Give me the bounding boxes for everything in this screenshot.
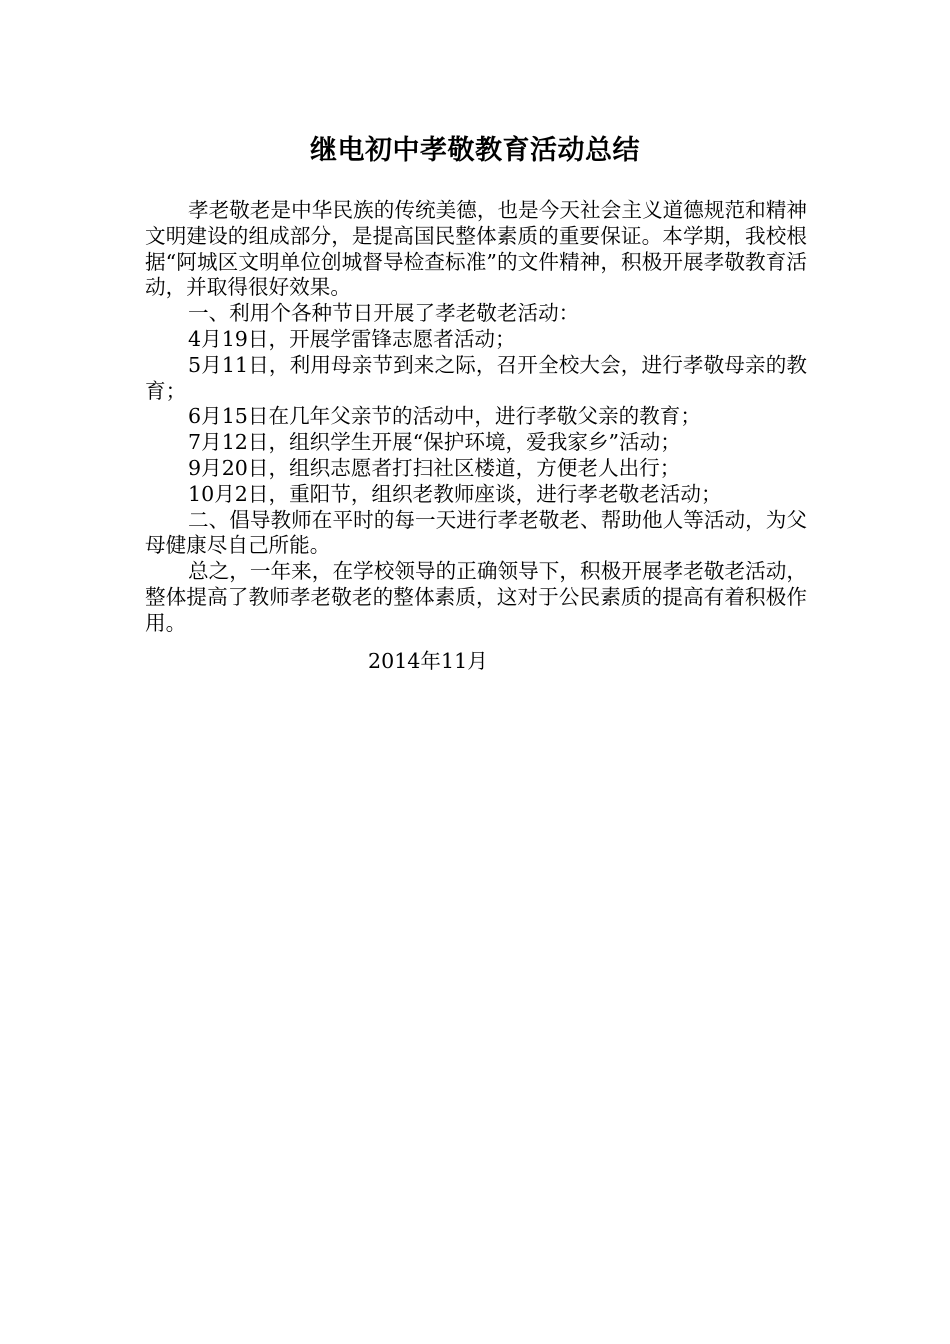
activity-item: 9月20日，组织志愿者打扫社区楼道，方便老人出行；	[188, 455, 681, 480]
activity-item: 5月11日，利用母亲节到来之际，召开全校大会，进行孝敬母亲的教育；	[145, 352, 807, 403]
document-body	[145, 198, 807, 637]
section-two-paragraph: 二、倡导教师在平时的每一天进行孝老敬老、帮助他人等活动，为父母健康尽自己所能。	[145, 507, 807, 558]
conclusion-paragraph: 总之，一年来，在学校领导的正确领导下，积极开展孝老敬老活动，整体提高了教师孝老敬老的整体素质，这对于公民素质的提高有着积极作用。	[145, 559, 807, 635]
activity-item: 4月19日，开展学雷锋志愿者活动；	[188, 326, 516, 351]
activity-item: 7月12日，组织学生开展“保护环境，爱我家乡”活动；	[188, 430, 681, 455]
activity-item: 6月15日在几年父亲节的活动中，进行孝敬父亲的教育；	[188, 404, 701, 429]
section-one-heading: 一、利用个各种节日开展了孝老敬老活动：	[188, 301, 580, 326]
document-title: 继电初中孝敬教育活动总结	[310, 135, 640, 166]
document-date: 2014年11月	[368, 649, 488, 673]
intro-paragraph: 孝老敬老是中华民族的传统美德，也是今天社会主义道德规范和精神文明建设的组成部分，是提高国民整体素质的重要保证。本学期，我校根据“阿城区文明单位创城督导检查标准”的文件精神，积极开展孝敬教育活动，并取得很好效果。	[145, 198, 807, 300]
activity-item: 10月2日，重阳节，组织老教师座谈，进行孝老敬老活动；	[188, 481, 722, 506]
